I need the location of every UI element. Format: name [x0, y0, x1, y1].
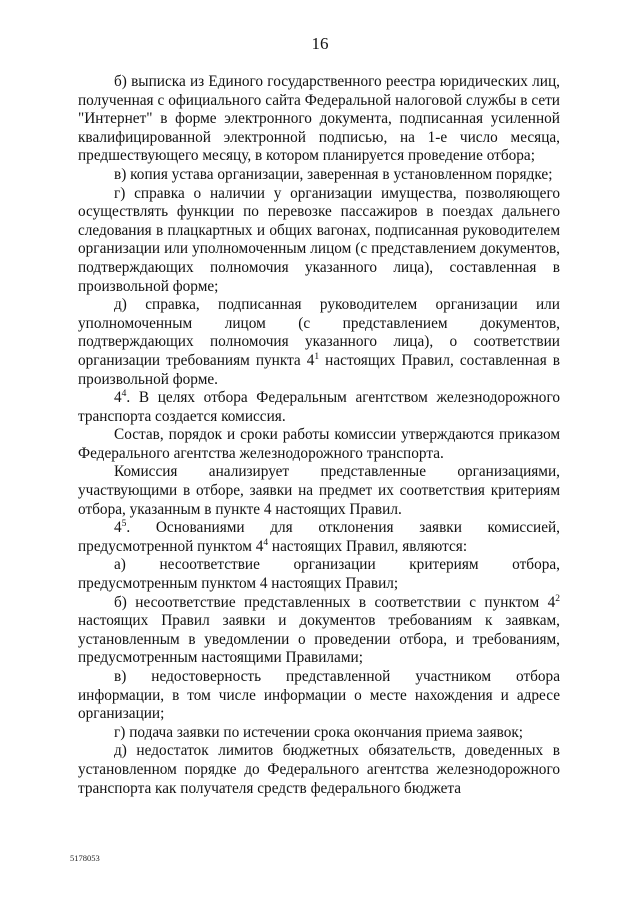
superscript: 1 [314, 351, 320, 362]
paragraph-g: г) справка о наличии у организации имущества, позволяющего осуществлять функции по перевозке пассажиров в поездах дальнего следования в плацкартных и общих вагонах, подписанная руководителем организации или уполномоченным лицом (с представлением документов, подтверждающих полномочия указанного лица), составленная в произвольной форме; [78, 184, 560, 295]
document-body [78, 73, 560, 798]
paragraph-4-5: $4^5$. Основаниями для отклонения заявки комиссией, предусмотренной пунктом $4^4$ настоящих Правил, являются: [78, 519, 560, 555]
superscript: 4 [121, 389, 127, 400]
paragraph-a: а) несоответствие организации критериям отбора, предусмотренным пунктом 4 настоящих Правил; [78, 556, 560, 593]
superscript: 2 [555, 593, 560, 604]
paragraph-b2: б) несоответствие представленных в соответствии с пунктом $4^2$ настоящих Правил заявки и документов требованиям к заявкам, установленным в уведомлении о проведении отбора, и требованиям, предусмотренным настоящими Правилами; [78, 593, 560, 667]
paragraph-commission-analysis: Комиссия анализирует представленные организациями, участвующими в отборе, заявки на предмет их соответствия критериям отбора, указанным в пункте 4 настоящих Правил. [78, 463, 560, 518]
superscript: 4 [263, 537, 269, 548]
page-number: 16 [311, 34, 329, 53]
paragraph-d2: д) недостаток лимитов бюджетных обязательств, доведенных в установленном порядке до Федерального агентства железнодорожного транспорта как получателя средств федерального бюджета [78, 742, 560, 797]
paragraph-g2: г) подача заявки по истечении срока окончания приема заявок; [114, 723, 524, 741]
paragraph-b: б) выписка из Единого государственного реестра юридических лиц, полученная с официального сайта Федеральной налоговой службы в сети "Интернет" в форме электронного документа, подписанная усиленной квалифицированной электронной подписью, на 1-е число месяца, предшествующего месяцу, в котором планируется проведение отбора; [78, 73, 560, 165]
paragraph-4-4: $4^4$. В целях отбора Федеральным агентством железнодорожного транспорта создается комиссия. [78, 389, 560, 425]
document-code: 5178053 [70, 853, 100, 863]
superscript: 5 [121, 519, 127, 530]
paragraph-commission-composition: Состав, порядок и сроки работы комиссии утверждаются приказом Федерального агентства железнодорожного транспорта. [78, 426, 560, 462]
paragraph-v: в) копия устава организации, заверенная в установленном порядке; [114, 165, 553, 183]
paragraph-d: д) справка, подписанная руководителем организации или уполномоченным лицом (с представлением документов, подтверждающих полномочия указанного лица), о соответствии организации требованиям пункта $4^1$ настоящих Правил, составленная в произвольной форме. [78, 296, 560, 388]
paragraph-v2: в) недостоверность представленной участником отбора информации, в том числе информации о месте нахождения и адресе организации; [78, 668, 560, 723]
